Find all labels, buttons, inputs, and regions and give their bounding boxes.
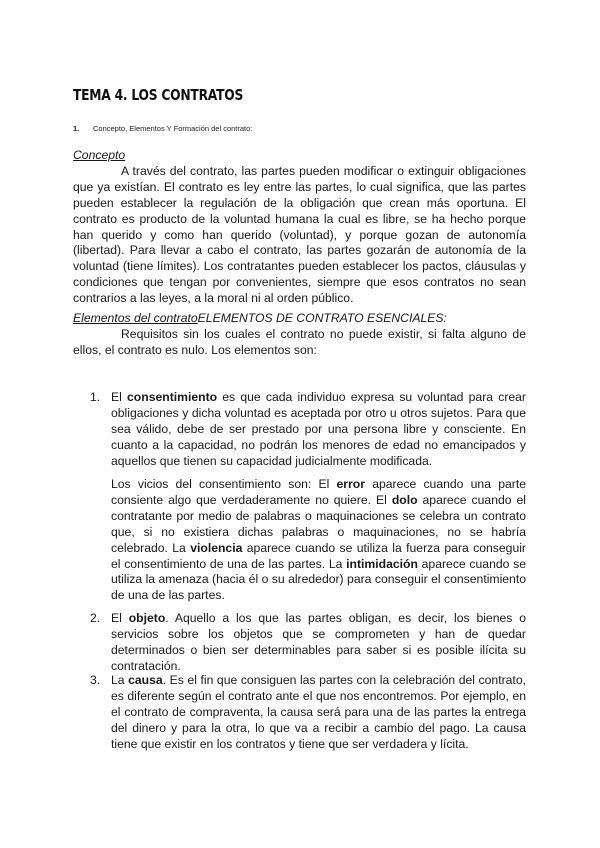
- item-text: es que cada individuo expresa su voluntad para crear obligaciones y dicha voluntad es aceptada por otro u otros sujetos. Para que sea válido, debe de ser prestado por una persona libre y consciente. En cuanto a la capacidad, no podrán los menores de edad no emancipados y aquellos que tienen su capacidad judicialmente modificada.: [111, 390, 526, 468]
- term-causa: causa: [128, 673, 163, 687]
- section-number: 1.: [73, 124, 80, 133]
- term-error: error: [336, 477, 365, 491]
- list-item-consentimiento: [90, 390, 526, 470]
- concepto-heading: Concepto: [73, 148, 126, 162]
- elementos-section: [73, 311, 526, 359]
- section-heading: [73, 124, 252, 133]
- term-dolo: dolo: [391, 492, 418, 507]
- list-number: 1.: [90, 390, 101, 404]
- item-prefix: La: [111, 673, 129, 687]
- item-prefix: El: [111, 611, 129, 625]
- list-number: 3.: [90, 673, 101, 687]
- vicios-text-1: Los vicios del consentimiento son: El: [111, 477, 337, 491]
- vicios-text-4: aparece cuando se utiliza la fuerza para conseguir el consentimiento de una de las partes. La: [111, 540, 526, 571]
- elementos-paragraph: Requisitos sin los cuales el contrato no puede existir, si falta alguno de ellos, el contrato es nulo. Los elementos son:: [73, 326, 526, 357]
- page-title: TEMA 4. LOS CONTRATOS: [73, 86, 244, 104]
- item-text: . Aquello a los que las partes obligan, es decir, los bienes o servicios sobre los objetos que se comprometen y han de quedar determinados o bien ser determinables para saber si es posible ilícita su contratación.: [111, 611, 526, 673]
- term-violencia: violencia: [190, 540, 243, 555]
- concepto-section: [73, 148, 526, 307]
- list-item-causa: [90, 673, 526, 753]
- item-text: . Es el fin que consiguen las partes con la celebración del contrato, es diferente según el contrato ante el que nos encontremos. Por ejemplo, en el contrato de compraventa, la causa será para una de las partes la entrega del dinero y para la otra, lo que va a recibir a cambio del pago. La causa tiene que existir en los contratos y tiene que ser verdadera y lícita.: [111, 673, 526, 751]
- term-intimidacion: intimidación: [346, 556, 418, 571]
- vicios-text-5: aparece cuando se utiliza la amenaza (hacia él o su alrededor) para conseguir el consentimiento de una de las partes.: [111, 556, 527, 603]
- item-prefix: El: [111, 390, 128, 404]
- elementos-heading-tail: ELEMENTOS DE CONTRATO ESENCIALES:: [197, 311, 447, 325]
- term-objeto: objeto: [128, 611, 166, 625]
- vicios-text-2: aparece cuando una parte consiente algo que verdaderamente no quiere. El: [111, 477, 526, 507]
- elementos-heading: Elementos del contrato: [73, 311, 198, 325]
- vicios-text-3: aparece cuando el contratante por medio de palabras o maquinaciones se celebra un contrato que, si no existiera dichas palabras o maquinaciones, no se habría celebrado. La: [111, 492, 526, 555]
- list-item-objeto: [90, 611, 526, 675]
- section-label: Concepto, Elementos Y Formación del contrato:: [93, 124, 253, 133]
- vicios-paragraph: [111, 477, 526, 604]
- concepto-paragraph: A través del contrato, las partes pueden modificar o extinguir obligaciones que ya existían. El contrato es ley entre las partes, lo cual significa, que las partes pueden establecer la regulación de la obligación que crean más oportuna. El contrato es producto de la voluntad humana la cual es libre, se ha hecho porque han querido y como han querido (voluntad), y porque gozan de autonomía (libertad). Para llevar a cabo el contrato, las partes gozarán de autonomía de la voluntad (tiene límites). Los contratantes pueden establecer los pactos, cláusulas y condiciones que tengan por convenientes, siempre que esos contratos no sean contrarios a las leyes, a la moral ni al orden público.: [73, 163, 526, 306]
- list-number: 2.: [90, 611, 101, 625]
- term-consentimiento: consentimiento: [127, 390, 218, 404]
